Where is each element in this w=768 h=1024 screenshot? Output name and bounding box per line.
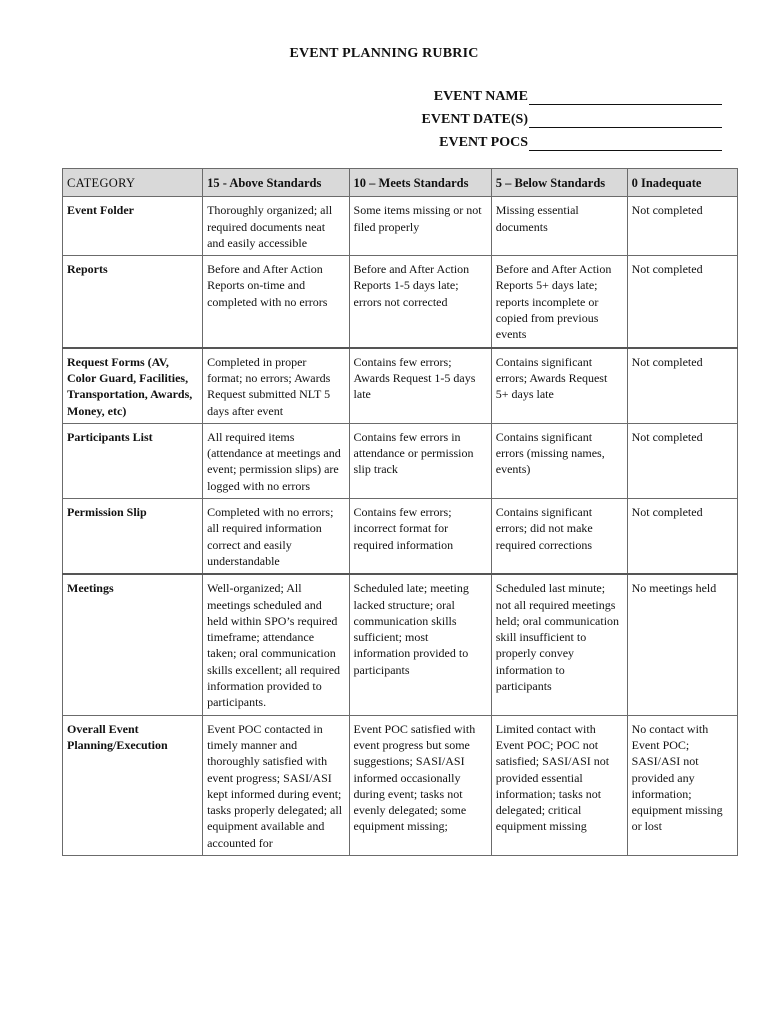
cell-above: Before and After Action Reports on-time and completed with no errors — [203, 256, 349, 348]
row-category: Overall Event Planning/Execution — [63, 715, 203, 855]
cell-meets: Event POC satisfied with event progress but some suggestions; SASI/ASI informed occasionally during event; tasks not evenly delegated; some equipment missing; — [349, 715, 491, 855]
table-row — [63, 348, 738, 424]
cell-inadequate: No contact with Event POC; SASI/ASI not provided any information; equipment missing or lost — [627, 715, 737, 855]
cell-meets: Contains few errors; incorrect format for required information — [349, 499, 491, 575]
cell-meets: Contains few errors; Awards Request 1-5 days late — [349, 348, 491, 424]
cell-inadequate: Not completed — [627, 197, 737, 256]
cell-meets: Scheduled late; meeting lacked structure; oral communication skills sufficient; most information provided to participants — [349, 574, 491, 715]
cell-above: Completed in proper format; no errors; Awards Request submitted NLT 5 days after event — [203, 348, 349, 424]
header-meets-standards: 10 – Meets Standards — [349, 169, 491, 197]
cell-below: Before and After Action Reports 5+ days late; reports incomplete or copied from previous events — [491, 256, 627, 348]
cell-below: Missing essential documents — [491, 197, 627, 256]
cell-below: Scheduled last minute; not all required meetings held; oral communication skill insufficient to properly convey information to participants — [491, 574, 627, 715]
event-date-label: EVENT DATE(S) — [421, 112, 528, 127]
cell-inadequate: Not completed — [627, 499, 737, 575]
cell-meets: Contains few errors in attendance or permission slip track — [349, 423, 491, 498]
header-below-standards: 5 – Below Standards — [491, 169, 627, 197]
event-date-blank — [529, 113, 722, 128]
cell-inadequate: No meetings held — [627, 574, 737, 715]
cell-below: Contains significant errors; Awards Request 5+ days late — [491, 348, 627, 424]
table-row — [63, 256, 738, 348]
row-category: Reports — [63, 256, 203, 348]
cell-above: All required items (attendance at meetings and event; permission slips) are logged with no errors — [203, 423, 349, 498]
table-row — [63, 499, 738, 575]
event-name-label: EVENT NAME — [433, 89, 528, 104]
event-pocs-row — [422, 128, 722, 151]
cell-inadequate: Not completed — [627, 423, 737, 498]
table-row — [63, 715, 738, 855]
event-name-blank — [529, 90, 722, 105]
rubric-table — [62, 168, 738, 856]
row-category: Participants List — [63, 423, 203, 498]
cell-below: Contains significant errors; did not make required corrections — [491, 499, 627, 575]
cell-above: Completed with no errors; all required information correct and easily understandable — [203, 499, 349, 575]
table-row — [63, 423, 738, 498]
event-pocs-blank — [529, 136, 722, 151]
table-row — [63, 574, 738, 715]
cell-above: Event POC contacted in timely manner and thoroughly satisfied with event progress; SASI/ASI kept informed during event; tasks properly delegated; all equipment available and accounted for — [203, 715, 349, 855]
row-category: Event Folder — [63, 197, 203, 256]
event-date-row — [422, 105, 722, 128]
cell-meets: Before and After Action Reports 1-5 days late; errors not corrected — [349, 256, 491, 348]
row-category: Permission Slip — [63, 499, 203, 575]
cell-below: Limited contact with Event POC; POC not satisfied; SASI/ASI not provided essential information; tasks not delegated; critical equipment missing — [491, 715, 627, 855]
cell-above: Well-organized; All meetings scheduled and held within SPO’s required timeframe; attendance taken; oral communication skills excellent; all required information provided to participants. — [203, 574, 349, 715]
event-pocs-label: EVENT POCS — [439, 135, 528, 150]
row-category: Meetings — [63, 574, 203, 715]
header-category: CATEGORY — [63, 169, 203, 197]
cell-below: Contains significant errors (missing names, events) — [491, 423, 627, 498]
header-inadequate: 0 Inadequate — [627, 169, 737, 197]
table-header-row — [63, 169, 738, 197]
cell-inadequate: Not completed — [627, 348, 737, 424]
cell-meets: Some items missing or not filed properly — [349, 197, 491, 256]
header-above-standards: 15 - Above Standards — [203, 169, 349, 197]
table-row — [63, 197, 738, 256]
event-name-row — [422, 82, 722, 105]
event-info-block — [422, 82, 722, 151]
cell-above: Thoroughly organized; all required documents neat and easily accessible — [203, 197, 349, 256]
row-category: Request Forms (AV, Color Guard, Facilities, Transportation, Awards, Money, etc) — [63, 348, 203, 424]
document-title: EVENT PLANNING RUBRIC — [289, 46, 479, 61]
cell-inadequate: Not completed — [627, 256, 737, 348]
